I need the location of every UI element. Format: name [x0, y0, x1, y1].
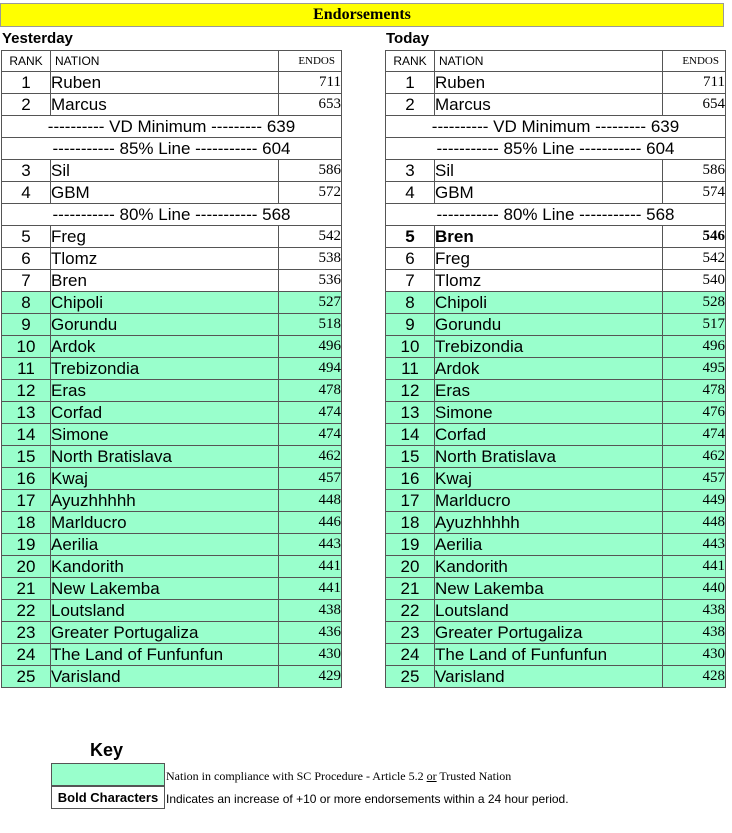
rank-cell: 19	[2, 534, 51, 556]
rank-cell: 4	[2, 182, 51, 204]
nation-cell: GBM	[51, 182, 279, 204]
nation-cell: Aerilia	[51, 534, 279, 556]
endos-cell: 494	[279, 358, 342, 380]
nation-cell: Eras	[51, 380, 279, 402]
rank-cell: 20	[2, 556, 51, 578]
endos-cell: 441	[663, 556, 726, 578]
table-row	[386, 424, 726, 446]
rank-cell: 9	[2, 314, 51, 336]
endos-cell: 496	[279, 336, 342, 358]
rank-cell: 17	[2, 490, 51, 512]
nation-cell: Kwaj	[435, 468, 663, 490]
rank-cell: 24	[386, 644, 435, 666]
endos-cell: 441	[279, 556, 342, 578]
rank-cell: 20	[386, 556, 435, 578]
nation-cell: Freg	[435, 248, 663, 270]
rank-cell: 2	[2, 94, 51, 116]
endos-cell: 438	[279, 600, 342, 622]
endos-cell: 586	[279, 160, 342, 182]
table-row	[386, 666, 726, 688]
nation-header: NATION	[435, 51, 663, 72]
rank-cell: 22	[2, 600, 51, 622]
nation-cell: GBM	[435, 182, 663, 204]
threshold-row	[2, 204, 342, 226]
nation-cell: Tlomz	[435, 270, 663, 292]
nation-cell: Gorundu	[435, 314, 663, 336]
table-row	[386, 336, 726, 358]
table-row	[2, 226, 342, 248]
endos-cell: 527	[279, 292, 342, 314]
rank-cell: 15	[2, 446, 51, 468]
table-row	[2, 292, 342, 314]
rank-cell: 8	[386, 292, 435, 314]
rank-cell: 12	[386, 380, 435, 402]
threshold-row	[386, 138, 726, 160]
rank-cell: 12	[2, 380, 51, 402]
nation-cell: Kandorith	[435, 556, 663, 578]
nation-cell: Simone	[435, 402, 663, 424]
endos-cell: 586	[663, 160, 726, 182]
endos-cell: 441	[279, 578, 342, 600]
nation-cell: Ruben	[435, 72, 663, 94]
nation-cell: Kwaj	[51, 468, 279, 490]
endos-cell: 496	[663, 336, 726, 358]
threshold-label: ---------- VD Minimum --------- 639	[386, 116, 726, 138]
nation-cell: Freg	[51, 226, 279, 248]
endos-header: ENDOS	[279, 51, 342, 72]
rank-cell: 10	[386, 336, 435, 358]
rank-cell: 25	[2, 666, 51, 688]
endos-cell: 446	[279, 512, 342, 534]
endos-cell: 572	[279, 182, 342, 204]
nation-cell: Kandorith	[51, 556, 279, 578]
table-row	[2, 160, 342, 182]
threshold-label: ----------- 85% Line ----------- 604	[386, 138, 726, 160]
table-row	[386, 358, 726, 380]
table-row	[386, 182, 726, 204]
endos-cell: 448	[279, 490, 342, 512]
today-label: Today	[386, 30, 430, 47]
rank-cell: 5	[2, 226, 51, 248]
nation-cell: Ardok	[435, 358, 663, 380]
threshold-row	[2, 138, 342, 160]
endos-cell: 474	[663, 424, 726, 446]
rank-cell: 24	[2, 644, 51, 666]
nation-header: NATION	[51, 51, 279, 72]
endos-cell: 462	[663, 446, 726, 468]
endos-cell: 457	[279, 468, 342, 490]
nation-cell: Tlomz	[51, 248, 279, 270]
rank-cell: 7	[2, 270, 51, 292]
nation-cell: The Land of Funfunfun	[51, 644, 279, 666]
table-row	[386, 556, 726, 578]
table-row	[386, 490, 726, 512]
nation-cell: Aerilia	[435, 534, 663, 556]
rank-header: RANK	[386, 51, 435, 72]
rank-cell: 17	[386, 490, 435, 512]
table-row	[2, 512, 342, 534]
key-title: Key	[90, 740, 124, 760]
rank-cell: 4	[386, 182, 435, 204]
endos-cell: 653	[279, 94, 342, 116]
table-row	[386, 578, 726, 600]
nation-cell: Ardok	[51, 336, 279, 358]
nation-cell: Marlducro	[51, 512, 279, 534]
threshold-row	[386, 116, 726, 138]
rank-cell: 6	[386, 248, 435, 270]
endos-cell: 474	[279, 424, 342, 446]
nation-cell: Simone	[51, 424, 279, 446]
nation-cell: North Bratislava	[51, 446, 279, 468]
rank-cell: 14	[2, 424, 51, 446]
table-row	[2, 248, 342, 270]
endos-cell: 438	[663, 600, 726, 622]
table-row	[386, 512, 726, 534]
key-green-description: Nation in compliance with SC Procedure - Article 5.2 or Trusted Nation	[166, 769, 512, 783]
table-row	[386, 600, 726, 622]
table-row	[386, 644, 726, 666]
endos-cell: 495	[663, 358, 726, 380]
nation-cell: Varisland	[51, 666, 279, 688]
rank-cell: 1	[386, 72, 435, 94]
endos-cell: 538	[279, 248, 342, 270]
endos-cell: 438	[663, 622, 726, 644]
rank-cell: 19	[386, 534, 435, 556]
table-row	[386, 292, 726, 314]
nation-cell: Trebizondia	[51, 358, 279, 380]
endos-cell: 440	[663, 578, 726, 600]
endos-cell: 711	[663, 72, 726, 94]
table-row	[2, 402, 342, 424]
threshold-row	[386, 204, 726, 226]
nation-cell: Marcus	[435, 94, 663, 116]
header-row	[386, 51, 726, 72]
rank-cell: 15	[386, 446, 435, 468]
nation-cell: Corfad	[435, 424, 663, 446]
rank-cell: 21	[2, 578, 51, 600]
nation-cell: Loutsland	[435, 600, 663, 622]
rank-cell: 22	[386, 600, 435, 622]
endos-cell: 478	[279, 380, 342, 402]
threshold-label: ---------- VD Minimum --------- 639	[2, 116, 342, 138]
rank-cell: 2	[386, 94, 435, 116]
endos-cell: 518	[279, 314, 342, 336]
table-row	[386, 160, 726, 182]
endos-header: ENDOS	[663, 51, 726, 72]
threshold-label: ----------- 80% Line ----------- 568	[2, 204, 342, 226]
rank-cell: 5	[386, 226, 435, 248]
yesterday-label: Yesterday	[2, 30, 73, 47]
nation-cell: Bren	[435, 226, 663, 248]
endos-cell: 430	[663, 644, 726, 666]
endos-cell: 449	[663, 490, 726, 512]
table-row	[2, 578, 342, 600]
page-title: Endorsements	[0, 3, 724, 27]
nation-cell: Trebizondia	[435, 336, 663, 358]
endos-cell: 474	[279, 402, 342, 424]
rank-cell: 8	[2, 292, 51, 314]
rank-header: RANK	[2, 51, 51, 72]
rank-cell: 16	[386, 468, 435, 490]
rank-cell: 7	[386, 270, 435, 292]
nation-cell: Sil	[51, 160, 279, 182]
nation-cell: Marlducro	[435, 490, 663, 512]
yesterday-table	[1, 50, 342, 688]
rank-cell: 9	[386, 314, 435, 336]
rank-cell: 14	[386, 424, 435, 446]
endos-cell: 428	[663, 666, 726, 688]
table-row	[386, 534, 726, 556]
key-bold-swatch: Bold Characters	[51, 786, 165, 809]
table-row	[2, 380, 342, 402]
rank-cell: 18	[2, 512, 51, 534]
table-row	[2, 666, 342, 688]
threshold-row	[2, 116, 342, 138]
table-row	[2, 468, 342, 490]
table-row	[386, 380, 726, 402]
endos-cell: 476	[663, 402, 726, 424]
table-row	[386, 622, 726, 644]
endos-cell: 429	[279, 666, 342, 688]
table-row	[2, 644, 342, 666]
table-row	[386, 226, 726, 248]
nation-cell: New Lakemba	[435, 578, 663, 600]
endos-cell: 528	[663, 292, 726, 314]
endos-cell: 436	[279, 622, 342, 644]
endos-cell: 517	[663, 314, 726, 336]
nation-cell: Sil	[435, 160, 663, 182]
nation-cell: Loutsland	[51, 600, 279, 622]
nation-cell: Bren	[51, 270, 279, 292]
table-row	[2, 72, 342, 94]
nation-cell: Chipoli	[435, 292, 663, 314]
nation-cell: Greater Portugaliza	[435, 622, 663, 644]
rank-cell: 11	[2, 358, 51, 380]
endos-cell: 462	[279, 446, 342, 468]
nation-cell: Ayuzhhhhh	[435, 512, 663, 534]
endos-cell: 457	[663, 468, 726, 490]
nation-cell: Varisland	[435, 666, 663, 688]
rank-cell: 1	[2, 72, 51, 94]
rank-cell: 23	[386, 622, 435, 644]
rank-cell: 3	[2, 160, 51, 182]
key-green-swatch	[51, 763, 165, 786]
table-row	[2, 314, 342, 336]
nation-cell: New Lakemba	[51, 578, 279, 600]
nation-cell: Ruben	[51, 72, 279, 94]
endos-cell: 478	[663, 380, 726, 402]
endos-cell: 448	[663, 512, 726, 534]
endos-cell: 711	[279, 72, 342, 94]
table-row	[386, 314, 726, 336]
rank-cell: 13	[386, 402, 435, 424]
table-row	[2, 424, 342, 446]
table-row	[386, 270, 726, 292]
endos-cell: 542	[279, 226, 342, 248]
table-row	[386, 248, 726, 270]
table-row	[386, 446, 726, 468]
table-row	[2, 358, 342, 380]
endos-cell: 540	[663, 270, 726, 292]
nation-cell: Chipoli	[51, 292, 279, 314]
rank-cell: 16	[2, 468, 51, 490]
table-row	[386, 468, 726, 490]
header-row	[2, 51, 342, 72]
table-row	[2, 556, 342, 578]
endos-cell: 546	[663, 226, 726, 248]
rank-cell: 18	[386, 512, 435, 534]
rank-cell: 21	[386, 578, 435, 600]
rank-cell: 3	[386, 160, 435, 182]
rank-cell: 23	[2, 622, 51, 644]
table-row	[2, 270, 342, 292]
endos-cell: 536	[279, 270, 342, 292]
nation-cell: Eras	[435, 380, 663, 402]
endos-cell: 542	[663, 248, 726, 270]
nation-cell: Greater Portugaliza	[51, 622, 279, 644]
rank-cell: 11	[386, 358, 435, 380]
table-row	[2, 182, 342, 204]
table-row	[2, 336, 342, 358]
nation-cell: Ayuzhhhhh	[51, 490, 279, 512]
table-row	[2, 600, 342, 622]
threshold-label: ----------- 80% Line ----------- 568	[386, 204, 726, 226]
endos-cell: 443	[663, 534, 726, 556]
rank-cell: 25	[386, 666, 435, 688]
table-row	[2, 446, 342, 468]
nation-cell: The Land of Funfunfun	[435, 644, 663, 666]
endos-cell: 430	[279, 644, 342, 666]
table-row	[2, 94, 342, 116]
table-row	[2, 534, 342, 556]
rank-cell: 6	[2, 248, 51, 270]
nation-cell: North Bratislava	[435, 446, 663, 468]
table-row	[2, 622, 342, 644]
table-row	[386, 72, 726, 94]
table-row	[386, 402, 726, 424]
nation-cell: Marcus	[51, 94, 279, 116]
key-bold-description: Indicates an increase of +10 or more endorsements within a 24 hour period.	[166, 792, 569, 806]
endos-cell: 574	[663, 182, 726, 204]
threshold-label: ----------- 85% Line ----------- 604	[2, 138, 342, 160]
nation-cell: Corfad	[51, 402, 279, 424]
endos-cell: 443	[279, 534, 342, 556]
table-row	[386, 94, 726, 116]
rank-cell: 13	[2, 402, 51, 424]
rank-cell: 10	[2, 336, 51, 358]
nation-cell: Gorundu	[51, 314, 279, 336]
today-table	[385, 50, 726, 688]
table-row	[2, 490, 342, 512]
endos-cell: 654	[663, 94, 726, 116]
